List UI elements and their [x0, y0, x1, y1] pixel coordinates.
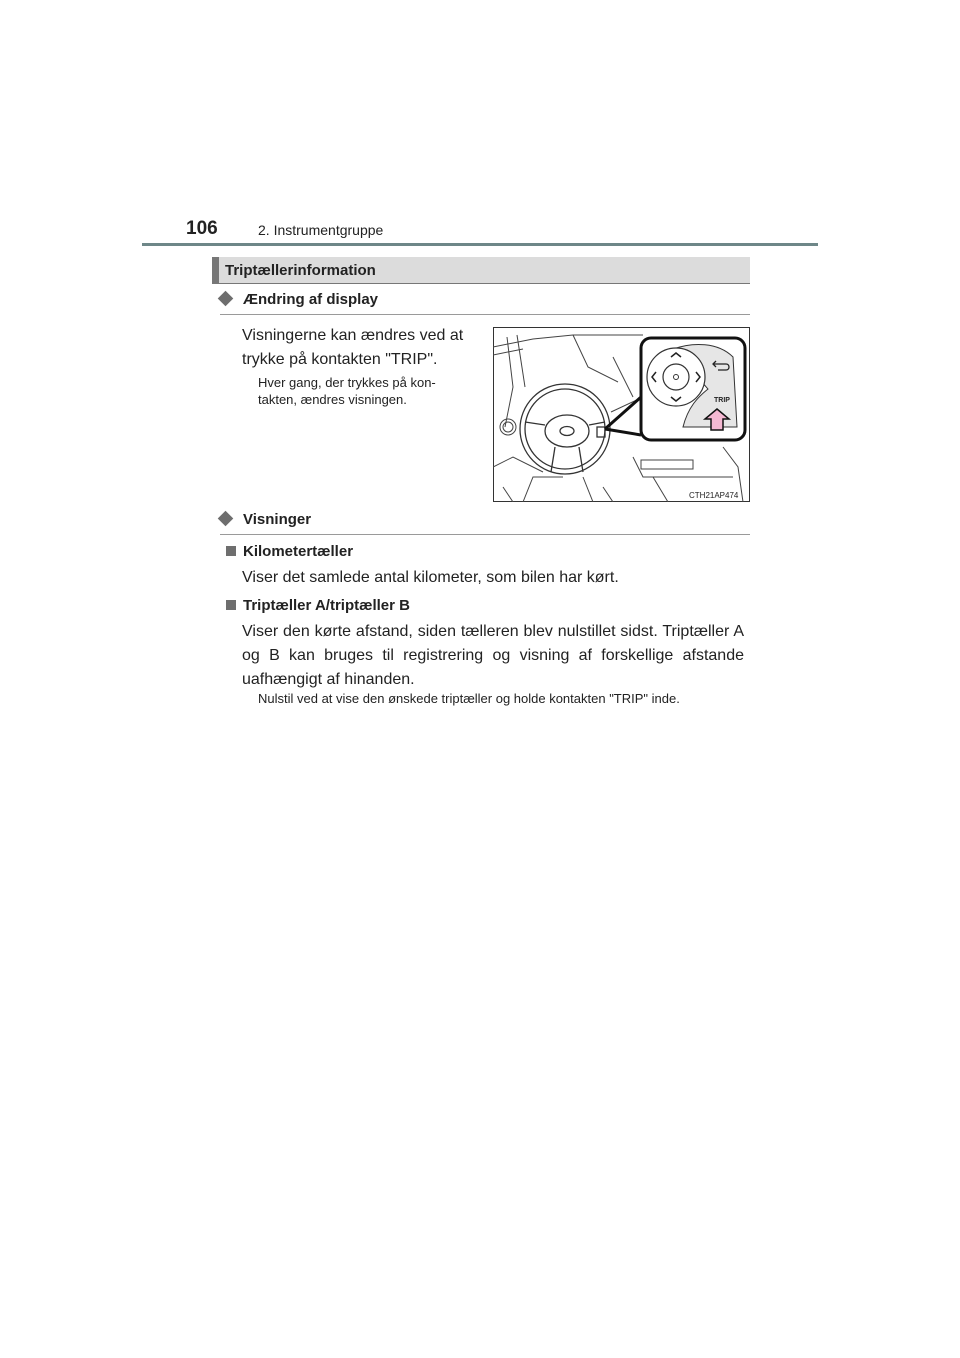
figure-code: CTH21AP474	[689, 491, 739, 500]
odometer-heading	[226, 543, 353, 560]
heading-rule	[220, 314, 750, 315]
square-bullet-icon	[226, 600, 236, 610]
change-display-note-line2: takten, ændres visningen.	[258, 392, 407, 407]
header-rule	[142, 243, 818, 246]
change-display-text-line1: Visningerne kan ændres ved at	[242, 327, 464, 344]
section-bar	[212, 257, 750, 284]
steering-wheel-illustration	[493, 327, 750, 502]
trip-note: Nulstil ved at vise den ønskede triptæller og holde kontakten "TRIP" inde.	[258, 691, 680, 706]
diamond-icon	[218, 511, 234, 527]
chapter-title: 2. Instrumentgruppe	[258, 222, 384, 238]
diamond-icon	[218, 291, 234, 307]
trip-text: Viser den kørte afstand, siden tælleren blev nulstillet sidst. Triptæller A og B kan bruges til registrering og visning af forskellige afstande uafhængigt af hinanden.	[242, 623, 744, 688]
change-display-text-line2: trykke på kontakten "TRIP".	[242, 351, 438, 368]
change-display-heading-label: Ændring af display	[243, 291, 379, 308]
enter-button	[663, 364, 689, 390]
section-bar-accent	[212, 257, 219, 283]
section-title: Triptællerinformation	[225, 262, 376, 279]
displays-heading-label: Visninger	[243, 511, 312, 528]
square-bullet-icon	[226, 546, 236, 556]
page-number: 106	[186, 218, 218, 239]
trip-button-label: TRIP	[714, 397, 730, 404]
trip-title: Triptæller A/triptæller B	[243, 597, 410, 614]
trip-heading	[226, 597, 410, 614]
change-display-note-line1: Hver gang, der trykkes på kon-	[258, 375, 436, 390]
odometer-text: Viser det samlede antal kilometer, som bilen har kørt.	[242, 569, 619, 586]
odometer-title: Kilometertæller	[243, 543, 354, 560]
trip-switch-callout	[641, 338, 745, 440]
heading-rule	[220, 534, 750, 535]
